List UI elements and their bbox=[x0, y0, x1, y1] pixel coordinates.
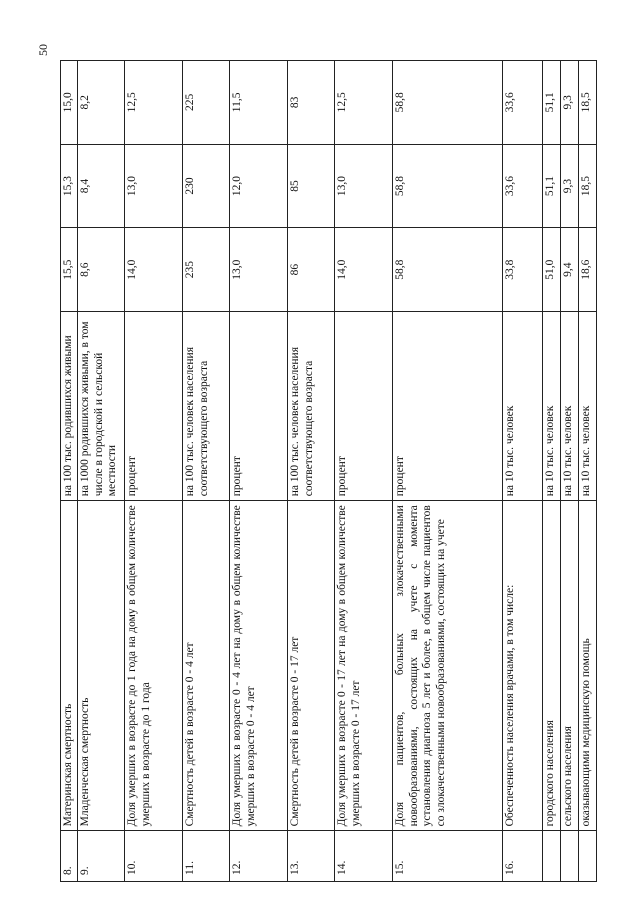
table-row bbox=[542, 61, 560, 882]
table-row bbox=[392, 61, 502, 882]
value-2: 13,0 bbox=[124, 144, 182, 228]
value-3: 15,0 bbox=[61, 61, 78, 145]
value-2: 8,4 bbox=[77, 144, 124, 228]
rotated-table-container bbox=[60, 60, 592, 882]
value-2: 15,3 bbox=[61, 144, 78, 228]
indicators-table bbox=[60, 60, 597, 882]
table-row bbox=[560, 61, 578, 882]
table-row bbox=[502, 61, 542, 882]
value-1: 33,8 bbox=[502, 228, 542, 312]
indicator-name: сельского населения bbox=[560, 501, 578, 831]
indicator-name: Младенческая смертность bbox=[77, 501, 124, 831]
table-row bbox=[334, 61, 392, 882]
row-number bbox=[560, 831, 578, 882]
value-1: 9,4 bbox=[560, 228, 578, 312]
value-3: 12,5 bbox=[334, 61, 392, 145]
indicator-name: Доля умерших в возрасте 0 - 4 лет на дому в общем количестве умерших в возрасте 0 - 4 лет bbox=[229, 501, 287, 831]
indicator-name: Смертность детей в возрасте 0 - 17 лет bbox=[287, 501, 334, 831]
table-row bbox=[229, 61, 287, 882]
unit-of-measure: процент bbox=[392, 311, 502, 500]
value-2: 18,5 bbox=[578, 144, 596, 228]
value-1: 14,0 bbox=[124, 228, 182, 312]
value-1: 58,8 bbox=[392, 228, 502, 312]
row-number: 15. bbox=[392, 831, 502, 882]
unit-of-measure: процент bbox=[334, 311, 392, 500]
row-number: 13. bbox=[287, 831, 334, 882]
table-row bbox=[578, 61, 596, 882]
unit-of-measure: на 100 тыс. человек населения соответствующего возраста bbox=[287, 311, 334, 500]
indicator-name: Смертность детей в возрасте 0 - 4 лет bbox=[182, 501, 229, 831]
unit-of-measure: процент bbox=[229, 311, 287, 500]
row-number: 10. bbox=[124, 831, 182, 882]
value-2: 85 bbox=[287, 144, 334, 228]
table-row bbox=[61, 61, 78, 882]
row-number: 11. bbox=[182, 831, 229, 882]
value-3: 12,5 bbox=[124, 61, 182, 145]
unit-of-measure: на 10 тыс. человек bbox=[502, 311, 542, 500]
unit-of-measure: на 100 тыс. человек населения соответствующего возраста bbox=[182, 311, 229, 500]
value-2: 12,0 bbox=[229, 144, 287, 228]
value-3: 9,3 bbox=[560, 61, 578, 145]
indicator-name: Доля умерших в возрасте 0 - 17 лет на дому в общем количестве умерших в возрасте 0 - 17 лет bbox=[334, 501, 392, 831]
table-row bbox=[77, 61, 124, 882]
value-2: 58,8 bbox=[392, 144, 502, 228]
row-number: 16. bbox=[502, 831, 542, 882]
unit-of-measure: на 10 тыс. человек bbox=[542, 311, 560, 500]
page-number: 50 bbox=[36, 44, 50, 56]
value-2: 9,3 bbox=[560, 144, 578, 228]
value-3: 58,8 bbox=[392, 61, 502, 145]
value-3: 83 bbox=[287, 61, 334, 145]
indicator-name: Материнская смертность bbox=[61, 501, 78, 831]
value-3: 33,6 bbox=[502, 61, 542, 145]
indicator-name: городского населения bbox=[542, 501, 560, 831]
unit-of-measure: на 100 тыс. родившихся живыми bbox=[61, 311, 78, 500]
indicator-name: оказывающими медицинскую помощь bbox=[578, 501, 596, 831]
value-1: 13,0 bbox=[229, 228, 287, 312]
unit-of-measure: на 1000 родившихся живыми, в том числе в городской и сельской местности bbox=[77, 311, 124, 500]
indicator-name: Обеспеченность населения врачами, в том числе: bbox=[502, 501, 542, 831]
value-2: 13,0 bbox=[334, 144, 392, 228]
value-1: 8,6 bbox=[77, 228, 124, 312]
row-number: 8. bbox=[61, 831, 78, 882]
value-1: 51,0 bbox=[542, 228, 560, 312]
unit-of-measure: на 10 тыс. человек bbox=[578, 311, 596, 500]
value-1: 86 bbox=[287, 228, 334, 312]
value-1: 15,5 bbox=[61, 228, 78, 312]
value-1: 235 bbox=[182, 228, 229, 312]
row-number: 9. bbox=[77, 831, 124, 882]
row-number bbox=[542, 831, 560, 882]
indicator-name: Доля умерших в возрасте до 1 года на дому в общем количестве умерших в возрасте до 1 года bbox=[124, 501, 182, 831]
value-3: 11,5 bbox=[229, 61, 287, 145]
unit-of-measure: процент bbox=[124, 311, 182, 500]
value-3: 51,1 bbox=[542, 61, 560, 145]
row-number bbox=[578, 831, 596, 882]
value-2: 230 bbox=[182, 144, 229, 228]
value-2: 51,1 bbox=[542, 144, 560, 228]
value-1: 14,0 bbox=[334, 228, 392, 312]
row-number: 14. bbox=[334, 831, 392, 882]
value-3: 225 bbox=[182, 61, 229, 145]
row-number: 12. bbox=[229, 831, 287, 882]
indicator-name: Доля пациентов, больных злокачественными новообразованиями, состоящих на учете с момента установления диагноза 5 лет и более, в общем числе пациентов со злокачественными новообразованиями, состоящих на учете bbox=[392, 501, 502, 831]
value-3: 8,2 bbox=[77, 61, 124, 145]
value-1: 18,6 bbox=[578, 228, 596, 312]
value-3: 18,5 bbox=[578, 61, 596, 145]
table-row bbox=[287, 61, 334, 882]
table-row bbox=[182, 61, 229, 882]
table-row bbox=[124, 61, 182, 882]
unit-of-measure: на 10 тыс. человек bbox=[560, 311, 578, 500]
value-2: 33,6 bbox=[502, 144, 542, 228]
